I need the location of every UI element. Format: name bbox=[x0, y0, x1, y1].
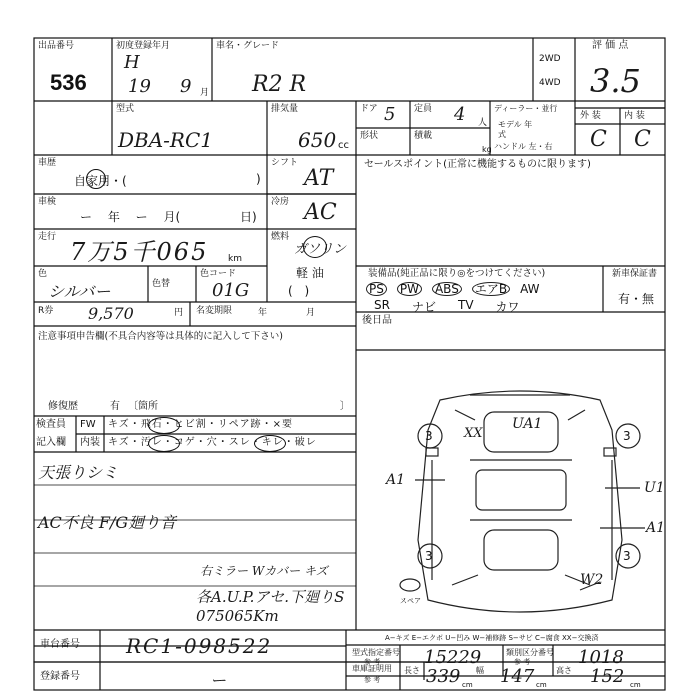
fw-items: キズ・飛石・ヒビ割・リペア跡・×要 bbox=[108, 419, 293, 430]
new-warranty-label: 新車保証書 bbox=[612, 269, 658, 279]
fuel-gas: ガソリン bbox=[294, 242, 347, 257]
class-label: 類別区分番号 bbox=[506, 648, 554, 657]
interior-items: キズ・汚レ・コゲ・穴・スレ・キレ・破レ bbox=[108, 437, 317, 448]
color-code-value: 01G bbox=[212, 280, 250, 301]
displacement-label: 排気量 bbox=[271, 104, 299, 114]
inspection-day: 日) bbox=[240, 210, 257, 224]
grade-score: 3.5 bbox=[590, 62, 641, 100]
height-label: 高さ bbox=[556, 666, 572, 675]
interior-grade: C bbox=[634, 127, 651, 152]
caution-label: 注意事項申告欄(不具合内容等は具体的に記入して下さい) bbox=[38, 331, 283, 342]
load-unit: kg bbox=[482, 145, 492, 154]
width-unit: cm bbox=[536, 681, 547, 689]
color-value: シルバー bbox=[48, 282, 111, 301]
inspection-value: ー 年 ー 月( bbox=[80, 210, 181, 224]
inspect-row2-label: 記入欄 bbox=[36, 437, 66, 448]
capacity-label: 定員 bbox=[414, 104, 433, 114]
era: H bbox=[124, 52, 140, 73]
capacity: 4 bbox=[454, 104, 466, 125]
diagram-note-3: 075065Km bbox=[196, 607, 279, 625]
first-reg-label: 初度登録年月 bbox=[116, 41, 171, 51]
lot-no: 536 bbox=[50, 70, 87, 95]
eq-ps: PS bbox=[366, 282, 387, 296]
chassis-value: RC1-098522 bbox=[126, 634, 273, 658]
length-unit: cm bbox=[462, 681, 473, 689]
diagram-note-2: 各A.U.P.アセ.下廻りS bbox=[196, 588, 345, 606]
chassis-label: 車台番号 bbox=[40, 639, 80, 650]
eq-aw: AW bbox=[520, 282, 540, 296]
reg-no-label: 登録番号 bbox=[40, 671, 80, 682]
shift-value: AT bbox=[304, 166, 334, 191]
capacity-unit: 人 bbox=[478, 118, 488, 128]
diagram-note-1: 右ミラー Wカバー キズ bbox=[200, 564, 328, 578]
length-label: 長さ bbox=[404, 666, 420, 675]
eq-leather: カワ bbox=[495, 300, 520, 314]
repair-close: 〕 bbox=[340, 401, 350, 412]
length-value: 339 bbox=[426, 666, 461, 687]
handwritten-note-2: AC不良 F/G廻り音 bbox=[38, 513, 177, 532]
model-name: R2 R bbox=[252, 72, 307, 97]
fuel-paren: ( ) bbox=[288, 284, 310, 298]
mark-a1-right: A1 bbox=[646, 520, 666, 536]
twowd-label: 2WD bbox=[539, 54, 561, 64]
exterior-label: 外 装 bbox=[580, 111, 601, 121]
fuel-label: 燃料 bbox=[271, 232, 290, 242]
fuel-diesel: 軽 油 bbox=[296, 266, 324, 280]
mark-ua1: UA1 bbox=[512, 416, 543, 432]
cert-label: 車庫証明用 bbox=[352, 664, 392, 673]
reg-no-value: ー bbox=[210, 671, 227, 690]
eq-abs: ABS bbox=[432, 282, 462, 296]
mark-tire-fr: 3 bbox=[623, 429, 631, 443]
handwritten-note-1: 天張りシミ bbox=[38, 463, 119, 482]
name-change-label: 名変期限 bbox=[196, 306, 233, 316]
mileage-unit: km bbox=[228, 254, 242, 264]
ac-label: 冷房 bbox=[271, 197, 290, 207]
fw-label: FW bbox=[80, 419, 96, 430]
width-label: 幅 bbox=[476, 666, 484, 675]
load-label: 積載 bbox=[414, 131, 433, 141]
eq-airbag: エアB bbox=[472, 282, 510, 296]
history-value: 自家用・( bbox=[74, 174, 127, 188]
mark-a1-left: A1 bbox=[386, 472, 406, 488]
height-value: 152 bbox=[590, 666, 625, 687]
type-cert-value: 15229 bbox=[424, 647, 482, 668]
grade-score-label: 評 価 点 bbox=[592, 40, 629, 51]
damage-legend: A−キズ E−エクボ U−凹み W−補修跡 S−サビ C−腐食 XX−交換済 bbox=[385, 634, 599, 642]
displacement: 650 bbox=[298, 128, 337, 152]
fourwd-label: 4WD bbox=[539, 78, 561, 88]
class-value: 1018 bbox=[578, 647, 624, 668]
eq-sr: SR bbox=[374, 298, 390, 312]
doors: 5 bbox=[384, 104, 396, 125]
ac-value: AC bbox=[304, 200, 337, 225]
displacement-unit: cc bbox=[338, 140, 349, 151]
class-ref: 参 考 bbox=[514, 658, 531, 666]
repair-location: 〔箇所 bbox=[128, 401, 158, 412]
inspect-row1-label: 検査員 bbox=[36, 419, 66, 430]
type-cert-label: 型式指定番号 bbox=[352, 648, 400, 657]
mark-u1: U1 bbox=[644, 480, 665, 496]
color-code-label: 色コード bbox=[200, 269, 237, 279]
recycle-unit: 円 bbox=[174, 308, 184, 318]
exterior-grade: C bbox=[590, 127, 607, 152]
recycle-label: R券 bbox=[38, 306, 54, 316]
reg-year: 19 bbox=[128, 76, 151, 97]
inspection-label: 車検 bbox=[38, 197, 57, 207]
equipment-label: 装備品(純正品に限り◎をつけてください) bbox=[368, 268, 546, 279]
cert-ref: 参 考 bbox=[364, 676, 381, 684]
eq-navi: ナビ bbox=[411, 300, 436, 314]
model-year-label: モデル 年式 bbox=[498, 120, 533, 139]
mark-w2: W2 bbox=[580, 572, 604, 588]
mark-tire-rr: 3 bbox=[623, 549, 631, 563]
mark-tire-fl: 3 bbox=[425, 429, 433, 443]
model-code: DBA-RC1 bbox=[118, 128, 214, 152]
type-cert-ref: 参 考 bbox=[364, 658, 381, 666]
dealer-label: ディーラー・並行 bbox=[494, 104, 558, 113]
reg-month: 9 bbox=[180, 76, 192, 97]
handle-label: ハンドル 左・右 bbox=[494, 142, 553, 151]
warranty-value: 有・無 bbox=[618, 292, 655, 306]
shift-label: シフト bbox=[271, 158, 299, 168]
mileage-value: 7万5千065 bbox=[70, 238, 209, 266]
eq-tv: TV bbox=[457, 298, 474, 312]
rear-seat-label: 後日品 bbox=[362, 315, 392, 326]
mileage-label: 走行 bbox=[38, 232, 57, 242]
color-label: 色 bbox=[38, 269, 48, 279]
width-value: 147 bbox=[500, 666, 535, 687]
interior-label: 内 装 bbox=[624, 111, 645, 121]
eq-pw: PW bbox=[397, 282, 422, 296]
repair-value: 有 bbox=[110, 401, 120, 412]
name-change-month: 月 bbox=[306, 308, 316, 318]
doors-label: ドア bbox=[360, 104, 378, 114]
name-change-year: 年 bbox=[258, 308, 268, 318]
lot-no-label: 出品番号 bbox=[38, 41, 75, 51]
color-change-label: 色替 bbox=[152, 279, 171, 289]
history-close: ) bbox=[256, 172, 261, 186]
shape-label: 形状 bbox=[360, 131, 379, 141]
spare-label: スペア bbox=[400, 597, 421, 605]
recycle-value: 9,570 bbox=[88, 304, 134, 323]
height-unit: cm bbox=[630, 681, 641, 689]
mark-tire-rl: 3 bbox=[425, 549, 433, 563]
month-unit: 月 bbox=[200, 88, 210, 98]
sales-point-label: セールスポイント(正常に機能するものに限ります) bbox=[364, 159, 591, 170]
model-code-label: 型式 bbox=[116, 104, 135, 114]
interior-row-label: 内装 bbox=[80, 437, 100, 448]
repair-label: 修復歴 bbox=[48, 401, 78, 412]
mark-xx: XX bbox=[464, 426, 483, 441]
history-label: 車歴 bbox=[38, 158, 57, 168]
model-name-label: 車名・グレード bbox=[216, 41, 280, 51]
